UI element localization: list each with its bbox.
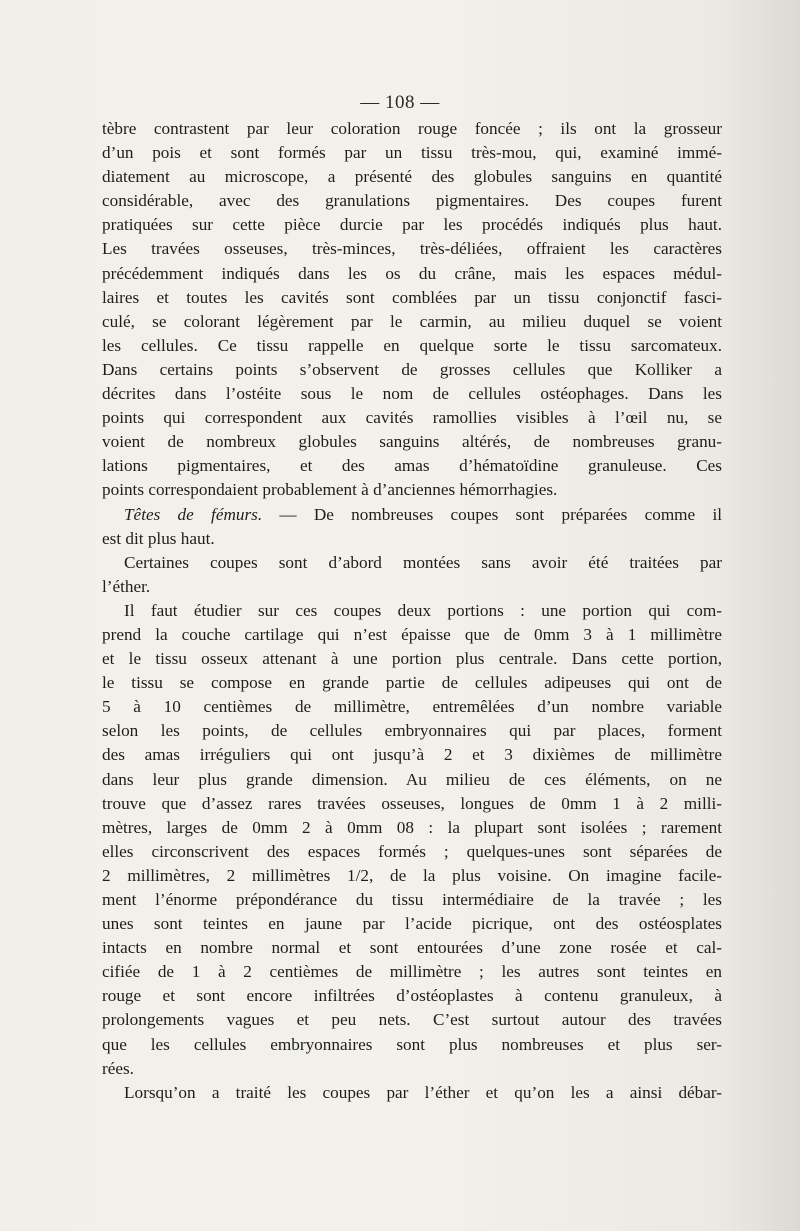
line-text: et le tissu osseux attenant à une portion plus centrale. Dans cette portion, xyxy=(102,649,722,669)
line-text: rées. xyxy=(102,1058,134,1078)
text-line xyxy=(102,816,722,840)
line-text: Dans certains points s’observent de grosses cellules que Kolliker a xyxy=(102,359,722,379)
line-text: mètres, larges de 0mm 2 à 0mm 08 : la plupart sont isolées ; rarement xyxy=(102,817,722,837)
text-line xyxy=(102,1033,722,1057)
text-line xyxy=(102,117,722,141)
page-number: — 108 — xyxy=(360,92,440,113)
line-text: pratiquées sur cette pièce durcie par les procédés indiqués plus haut. xyxy=(102,215,722,235)
line-text: rouge et sont encore infiltrées d’ostéoplastes à contenu granuleux, à xyxy=(102,986,722,1006)
line-text: intacts en nombre normal et sont entourées d’une zone rosée et cal- xyxy=(102,938,722,958)
text-line xyxy=(102,430,722,454)
line-text: prend la couche cartilage qui n’est épaisse que de 0mm 3 à 1 millimètre xyxy=(102,624,722,644)
line-text: — De nombreuses coupes sont préparées comme il xyxy=(262,504,723,524)
line-text: trouve que d’assez rares travées osseuses, longues de 0mm 1 à 2 milli- xyxy=(102,793,722,813)
text-line xyxy=(102,768,722,792)
line-text: voient de nombreux globules sanguins altérés, de nombreuses granu- xyxy=(102,432,722,452)
text-line xyxy=(102,503,722,527)
line-text: Certaines coupes sont d’abord montées sans avoir été traitées par xyxy=(124,552,722,572)
text-line xyxy=(102,141,722,165)
text-line xyxy=(102,936,722,960)
line-text: laires et toutes les cavités sont comblées par un tissu conjonctif fasci- xyxy=(102,287,722,307)
line-text: Il faut étudier sur ces coupes deux portions : une portion qui com- xyxy=(124,600,722,620)
text-line xyxy=(102,647,722,671)
text-line xyxy=(102,478,722,502)
text-line xyxy=(102,792,722,816)
line-text: Lorsqu’on a traité les coupes par l’éther et qu’on les a ainsi débar- xyxy=(124,1082,722,1102)
line-text: décrites dans l’ostéite sous le nom de cellules ostéophages. Dans les xyxy=(102,384,722,404)
line-text: est dit plus haut. xyxy=(102,528,215,548)
line-text: elles circonscrivent des espaces formés ; quelques-unes sont séparées de xyxy=(102,841,722,861)
text-line xyxy=(102,719,722,743)
text-line xyxy=(102,743,722,767)
line-text: lations pigmentaires, et des amas d’hématoïdine granuleuse. Ces xyxy=(102,456,722,476)
text-line xyxy=(102,334,722,358)
line-text: cifiée de 1 à 2 centièmes de millimètre ; les autres sont teintes en xyxy=(102,962,722,982)
text-line xyxy=(102,237,722,261)
line-text: points correspondaient probablement à d’anciennes hémorrhagies. xyxy=(102,480,558,500)
text-line xyxy=(102,189,722,213)
text-line xyxy=(102,864,722,888)
line-text: dans leur plus grande dimension. Au milieu de ces éléments, on ne xyxy=(102,769,722,789)
text-line xyxy=(102,454,722,478)
text-line xyxy=(102,358,722,382)
line-text: considérable, avec des granulations pigmentaires. Des coupes furent xyxy=(102,191,722,211)
line-text: Les travées osseuses, très-minces, très-déliées, offraient les caractères xyxy=(102,239,722,259)
line-text: prolongements vagues et peu nets. C’est surtout autour des travées xyxy=(102,1010,722,1030)
body-text xyxy=(102,117,722,1105)
line-text: que les cellules embryonnaires sont plus nombreuses et plus ser- xyxy=(102,1034,722,1054)
text-line xyxy=(102,912,722,936)
line-text: les cellules. Ce tissu rappelle en quelque sorte le tissu sarcomateux. xyxy=(102,335,722,355)
text-line xyxy=(102,575,722,599)
line-text: 2 millimètres, 2 millimètres 1/2, de la plus voisine. On imagine facile- xyxy=(102,865,722,885)
text-line xyxy=(102,695,722,719)
text-line xyxy=(102,671,722,695)
text-line xyxy=(102,1057,722,1081)
line-text: points qui correspondent aux cavités ramollies visibles à l’œil nu, se xyxy=(102,408,722,428)
line-text: tèbre contrastent par leur coloration rouge foncée ; ils ont la grosseur xyxy=(102,119,722,138)
text-line xyxy=(102,599,722,623)
line-text: précédemment indiqués dans les os du crâne, mais les espaces médul- xyxy=(102,263,722,283)
text-line xyxy=(102,1081,722,1105)
text-line xyxy=(102,262,722,286)
text-line xyxy=(102,527,722,551)
text-line xyxy=(102,840,722,864)
line-text: l’éther. xyxy=(102,576,151,596)
text-line xyxy=(102,551,722,575)
line-text: ment l’énorme prépondérance du tissu intermédiaire de la travée ; les xyxy=(102,890,722,909)
section-heading: Têtes de fémurs. xyxy=(124,504,263,524)
text-line xyxy=(102,382,722,406)
line-text: selon les points, de cellules embryonnaires qui par places, forment xyxy=(102,721,722,741)
text-line xyxy=(102,310,722,334)
line-text: culé, se colorant légèrement par le carmin, au milieu duquel se voient xyxy=(102,311,722,331)
text-line xyxy=(102,286,722,310)
line-text: le tissu se compose en grande partie de cellules adipeuses qui ont de xyxy=(102,673,722,693)
text-line xyxy=(102,406,722,430)
text-line xyxy=(102,1008,722,1032)
line-text: d’un pois et sont formés par un tissu très-mou, qui, examiné immé- xyxy=(102,143,722,163)
text-line xyxy=(102,984,722,1008)
text-line xyxy=(102,623,722,647)
text-line xyxy=(102,165,722,189)
line-text: diatement au microscope, a présenté des globules sanguins en quantité xyxy=(102,167,722,187)
text-line xyxy=(102,888,722,912)
line-text: des amas irréguliers qui ont jusqu’à 2 et 3 dixièmes de millimètre xyxy=(102,745,722,765)
line-text: 5 à 10 centièmes de millimètre, entremêlées d’un nombre variable xyxy=(102,697,722,717)
text-line xyxy=(102,213,722,237)
line-text: unes sont teintes en jaune par l’acide picrique, ont des ostéosplates xyxy=(102,914,722,934)
text-line xyxy=(102,960,722,984)
